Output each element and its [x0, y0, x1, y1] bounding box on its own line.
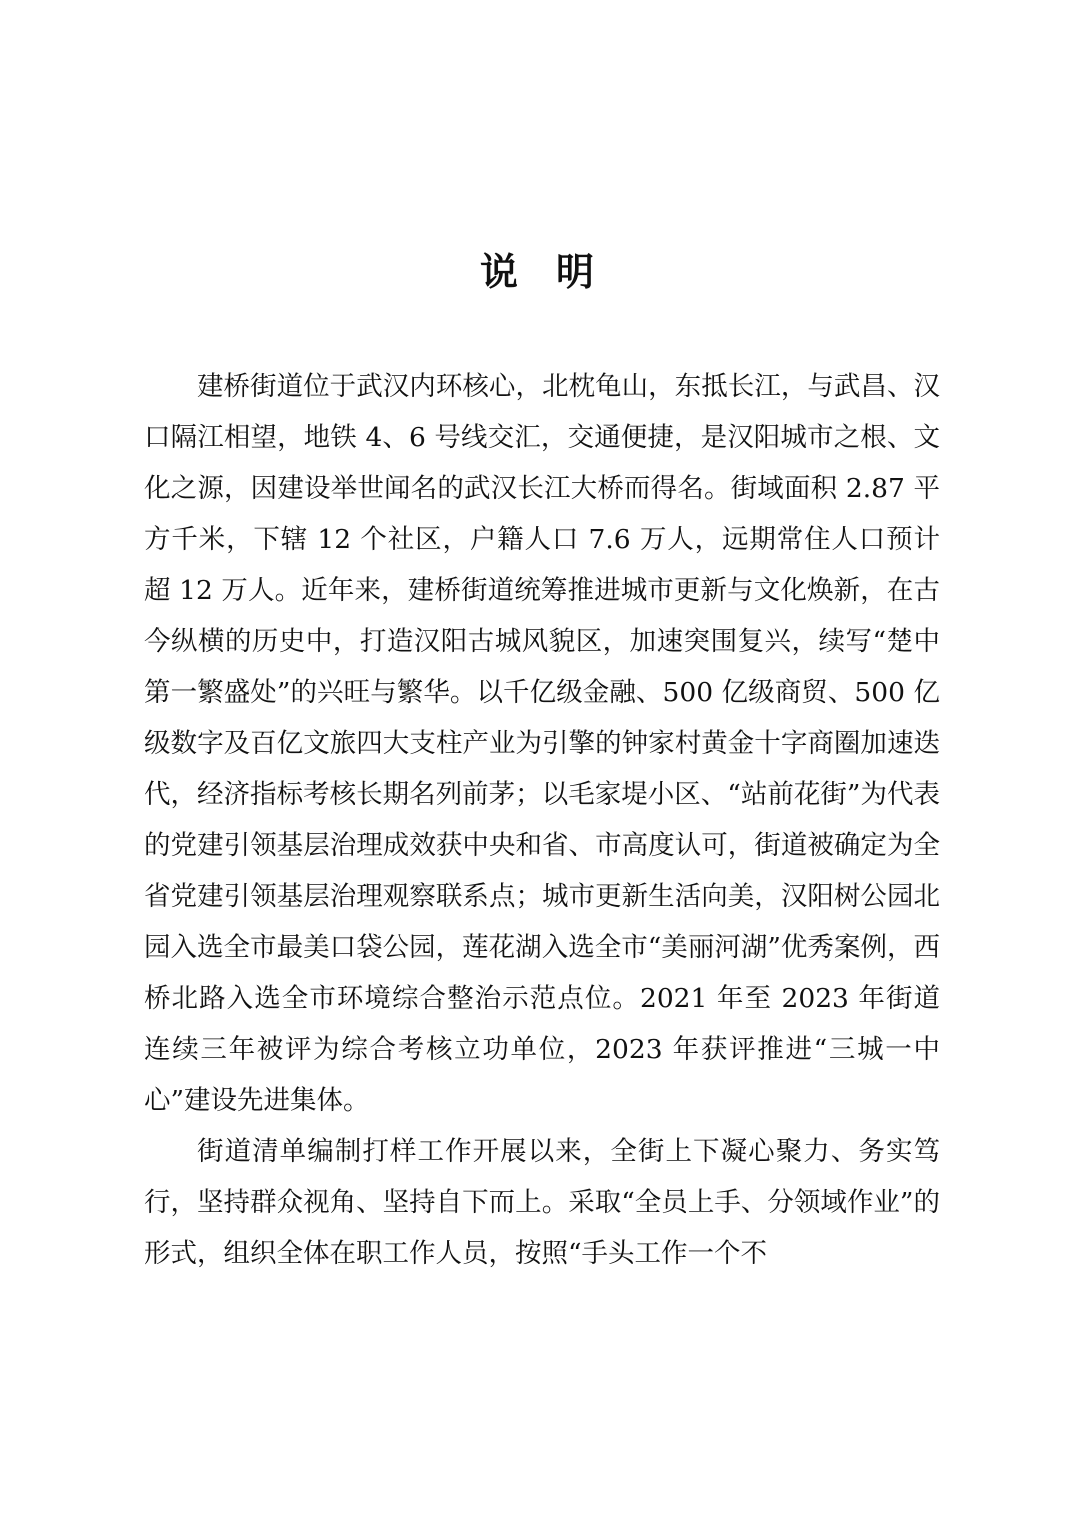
paragraph-1: 建桥街道位于武汉内环核心，北枕龟山，东抵长江，与武昌、汉口隔江相望，地铁 4、6 号线交汇，交通便捷，是汉阳城市之根、文化之源，因建设举世闻名的武汉长江大桥而得名。街域面积 2.87 平方千米，下辖 12 个社区，户籍人口 7.6 万人，远期常住人口预计超 12 万人。近年来，建桥街道统筹推进城市更新与文化焕新，在古今纵横的历史中，打造汉阳古城风貌区，加速突围复兴，续写“楚中第一繁盛处”的兴旺与繁华。以千亿级金融、500 亿级商贸、500 亿级数字及百亿文旅四大支柱产业为引擎的钟家村黄金十字商圈加速迭代，经济指标考核长期名列前茅；以毛家堤小区、“站前花街”为代表的党建引领基层治理成效获中央和省、市高度认可，街道被确定为全省党建引领基层治理观察联系点；城市更新生活向美，汉阳树公园北园入选全市最美口袋公园，莲花湖入选全市“美丽河湖”优秀案例，西桥北路入选全市环境综合整治示范点位。2021 年至 2023 年街道连续三年被评为综合考核立功单位，2023 年获评推进“三城一中心”建设先进集体。	[144, 371, 940, 1116]
paragraph-2: 街道清单编制打样工作开展以来，全街上下凝心聚力、务实笃行，坚持群众视角、坚持自下而上。采取“全员上手、分领域作业”的形式，组织全体在职工作人员，按照“手头工作一个不	[144, 1136, 940, 1269]
body-text	[144, 361, 940, 1279]
title-char-1: 说	[479, 249, 518, 294]
page-title	[0, 246, 1074, 298]
title-char-2: 明	[556, 249, 595, 294]
